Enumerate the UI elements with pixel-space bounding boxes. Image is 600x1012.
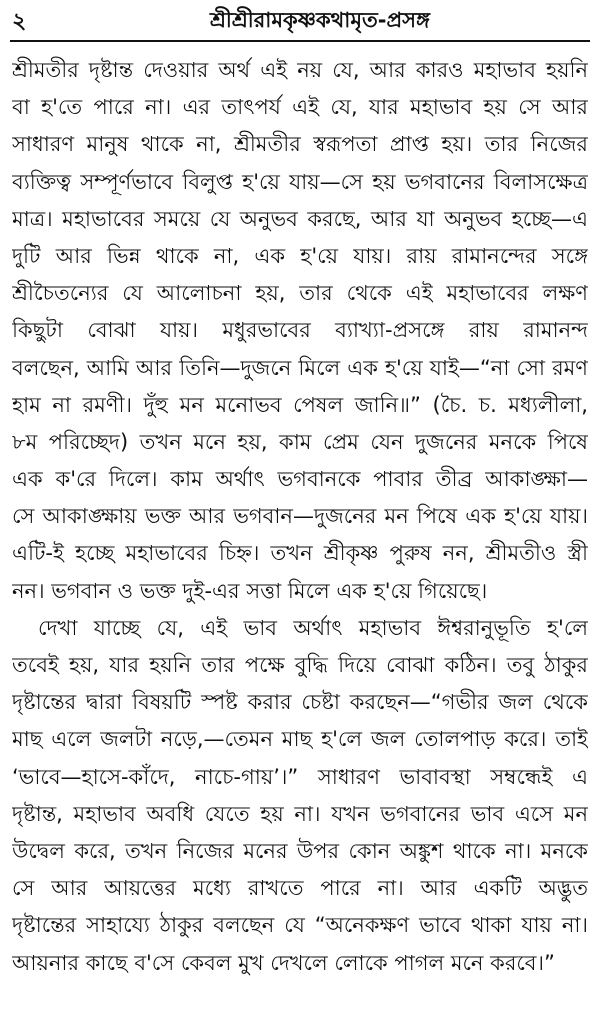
text-line: এক ক'রে দিলে। কাম অর্থাৎ ভগবানকে পাবার তীব্র আকাঙ্ক্ষা—: [12, 467, 588, 492]
text-line: সে আর আয়ত্তের মধ্যে রাখতে পারে না। আর একটি অদ্ভুত: [12, 876, 588, 901]
text-line: বলছেন, আমি আর তিনি—দুজনে মিলে এক হ'য়ে যাই—“না সো রমণ: [12, 355, 588, 380]
text-line: দৃষ্টান্ত, মহাভাব অবধি যেতে হয় না। যখন ভগবানের ভাব এসে মন: [12, 801, 588, 826]
text-line: দুটি আর ভিন্ন থাকে না, এক হ'য়ে যায়। রায় রামানন্দের সঙ্গে: [12, 243, 588, 268]
text-line: বা হ'তে পারে না। এর তাৎপর্য এই যে, যার মহাভাব হয় সে আর: [12, 95, 588, 120]
text-line: আয়নার কাছে ব'সে কেবল মুখ দেখলে লোকে পাগল মনে করবে।”: [12, 950, 555, 975]
running-title: শ্রীশ্রীরামকৃষ্ণকথামৃত-প্রসঙ্গ: [210, 8, 430, 32]
text-line: শ্রীচৈতন্যের যে আলোচনা হয়, তার থেকে এই মহাভাবের লক্ষণ: [12, 281, 588, 306]
text-line: দৃষ্টান্তের দ্বারা বিষয়টি স্পষ্ট করার চেষ্টা করছেন—“গভীর জল থেকে: [12, 690, 588, 715]
text-line: ব্যক্তিত্ব সম্পূর্ণভাবে বিলুপ্ত হ'য়ে যায়—সে হয় ভগবানের বিলাসক্ষেত্র: [12, 169, 588, 194]
header-rule: [10, 40, 590, 42]
text-line: উদ্বেল করে, তখন নিজের মনের উপর কোন অঙ্কুশ থাকে না। মনকে: [12, 838, 588, 863]
text-line: শ্রীমতীর দৃষ্টান্ত দেওয়ার অর্থ এই নয় যে, আর কারও মহাভাব হয়নি: [12, 58, 588, 82]
page-header: [0, 0, 600, 44]
text-line: দেখা যাচ্ছে যে, এই ভাব অর্থাৎ মহাভাব ঈশ্বরানুভূতি হ'লে: [38, 615, 588, 640]
text-line: এটি-ই হচ্ছে মহাভাবের চিহ্ন। তখন শ্রীকৃষ্ণ পুরুষ নন, শ্রীমতীও স্ত্রী: [12, 541, 588, 566]
text-line: হাম না রমণী। দুঁহু মন মনোভব পেষল জানি॥” (চৈ. চ. মধ্যলীলা,: [12, 392, 588, 417]
text-line: মাত্র। মহাভাবের সময়ে যে অনুভব করছে, আর যা অনুভব হচ্ছে—এ: [12, 206, 588, 231]
text-line: তবেই হয়, যার হয়নি তার পক্ষে বুদ্ধি দিয়ে বোঝা কঠিন। তবু ঠাকুর: [12, 653, 588, 677]
text-line: নন। ভগবান ও ভক্ত দুই-এর সত্তা মিলে এক হ'য়ে গিয়েছে।: [12, 578, 488, 603]
page-number: ২: [12, 9, 27, 34]
text-line: মাছ এলে জলটা নড়ে,—তেমন মাছ হ'লে জল তোলপাড় করে। তাই: [12, 727, 588, 752]
text-line: সাধারণ মানুষ থাকে না, শ্রীমতীর স্বরূপতা প্রাপ্ত হয়। তার নিজের: [12, 132, 588, 157]
text-line: কিছুটা বোঝা যায়। মধুরভাবের ব্যাখ্যা-প্রসঙ্গে রায় রামানন্দ: [12, 318, 588, 343]
text-line: ‘ভাবে—হাসে-কাঁদে, নাচে-গায়’।” সাধারণ ভাবাবস্থা সম্বন্ধেই এ: [12, 764, 588, 789]
text-line: ৮ম পরিচ্ছেদ) তখন মনে হয়, কাম প্রেম যেন দুজনের মনকে পিষে: [12, 429, 588, 454]
text-line: সে আকাঙ্ক্ষায় ভক্ত আর ভগবান—দুজনের মন পিষে এক হ'য়ে যায়।: [12, 504, 588, 529]
page-body: [12, 52, 588, 982]
text-line: দৃষ্টান্তের সাহায্যে ঠাকুর বলছেন যে “অনেকক্ষণ ভাবে থাকা যায় না।: [12, 913, 588, 938]
